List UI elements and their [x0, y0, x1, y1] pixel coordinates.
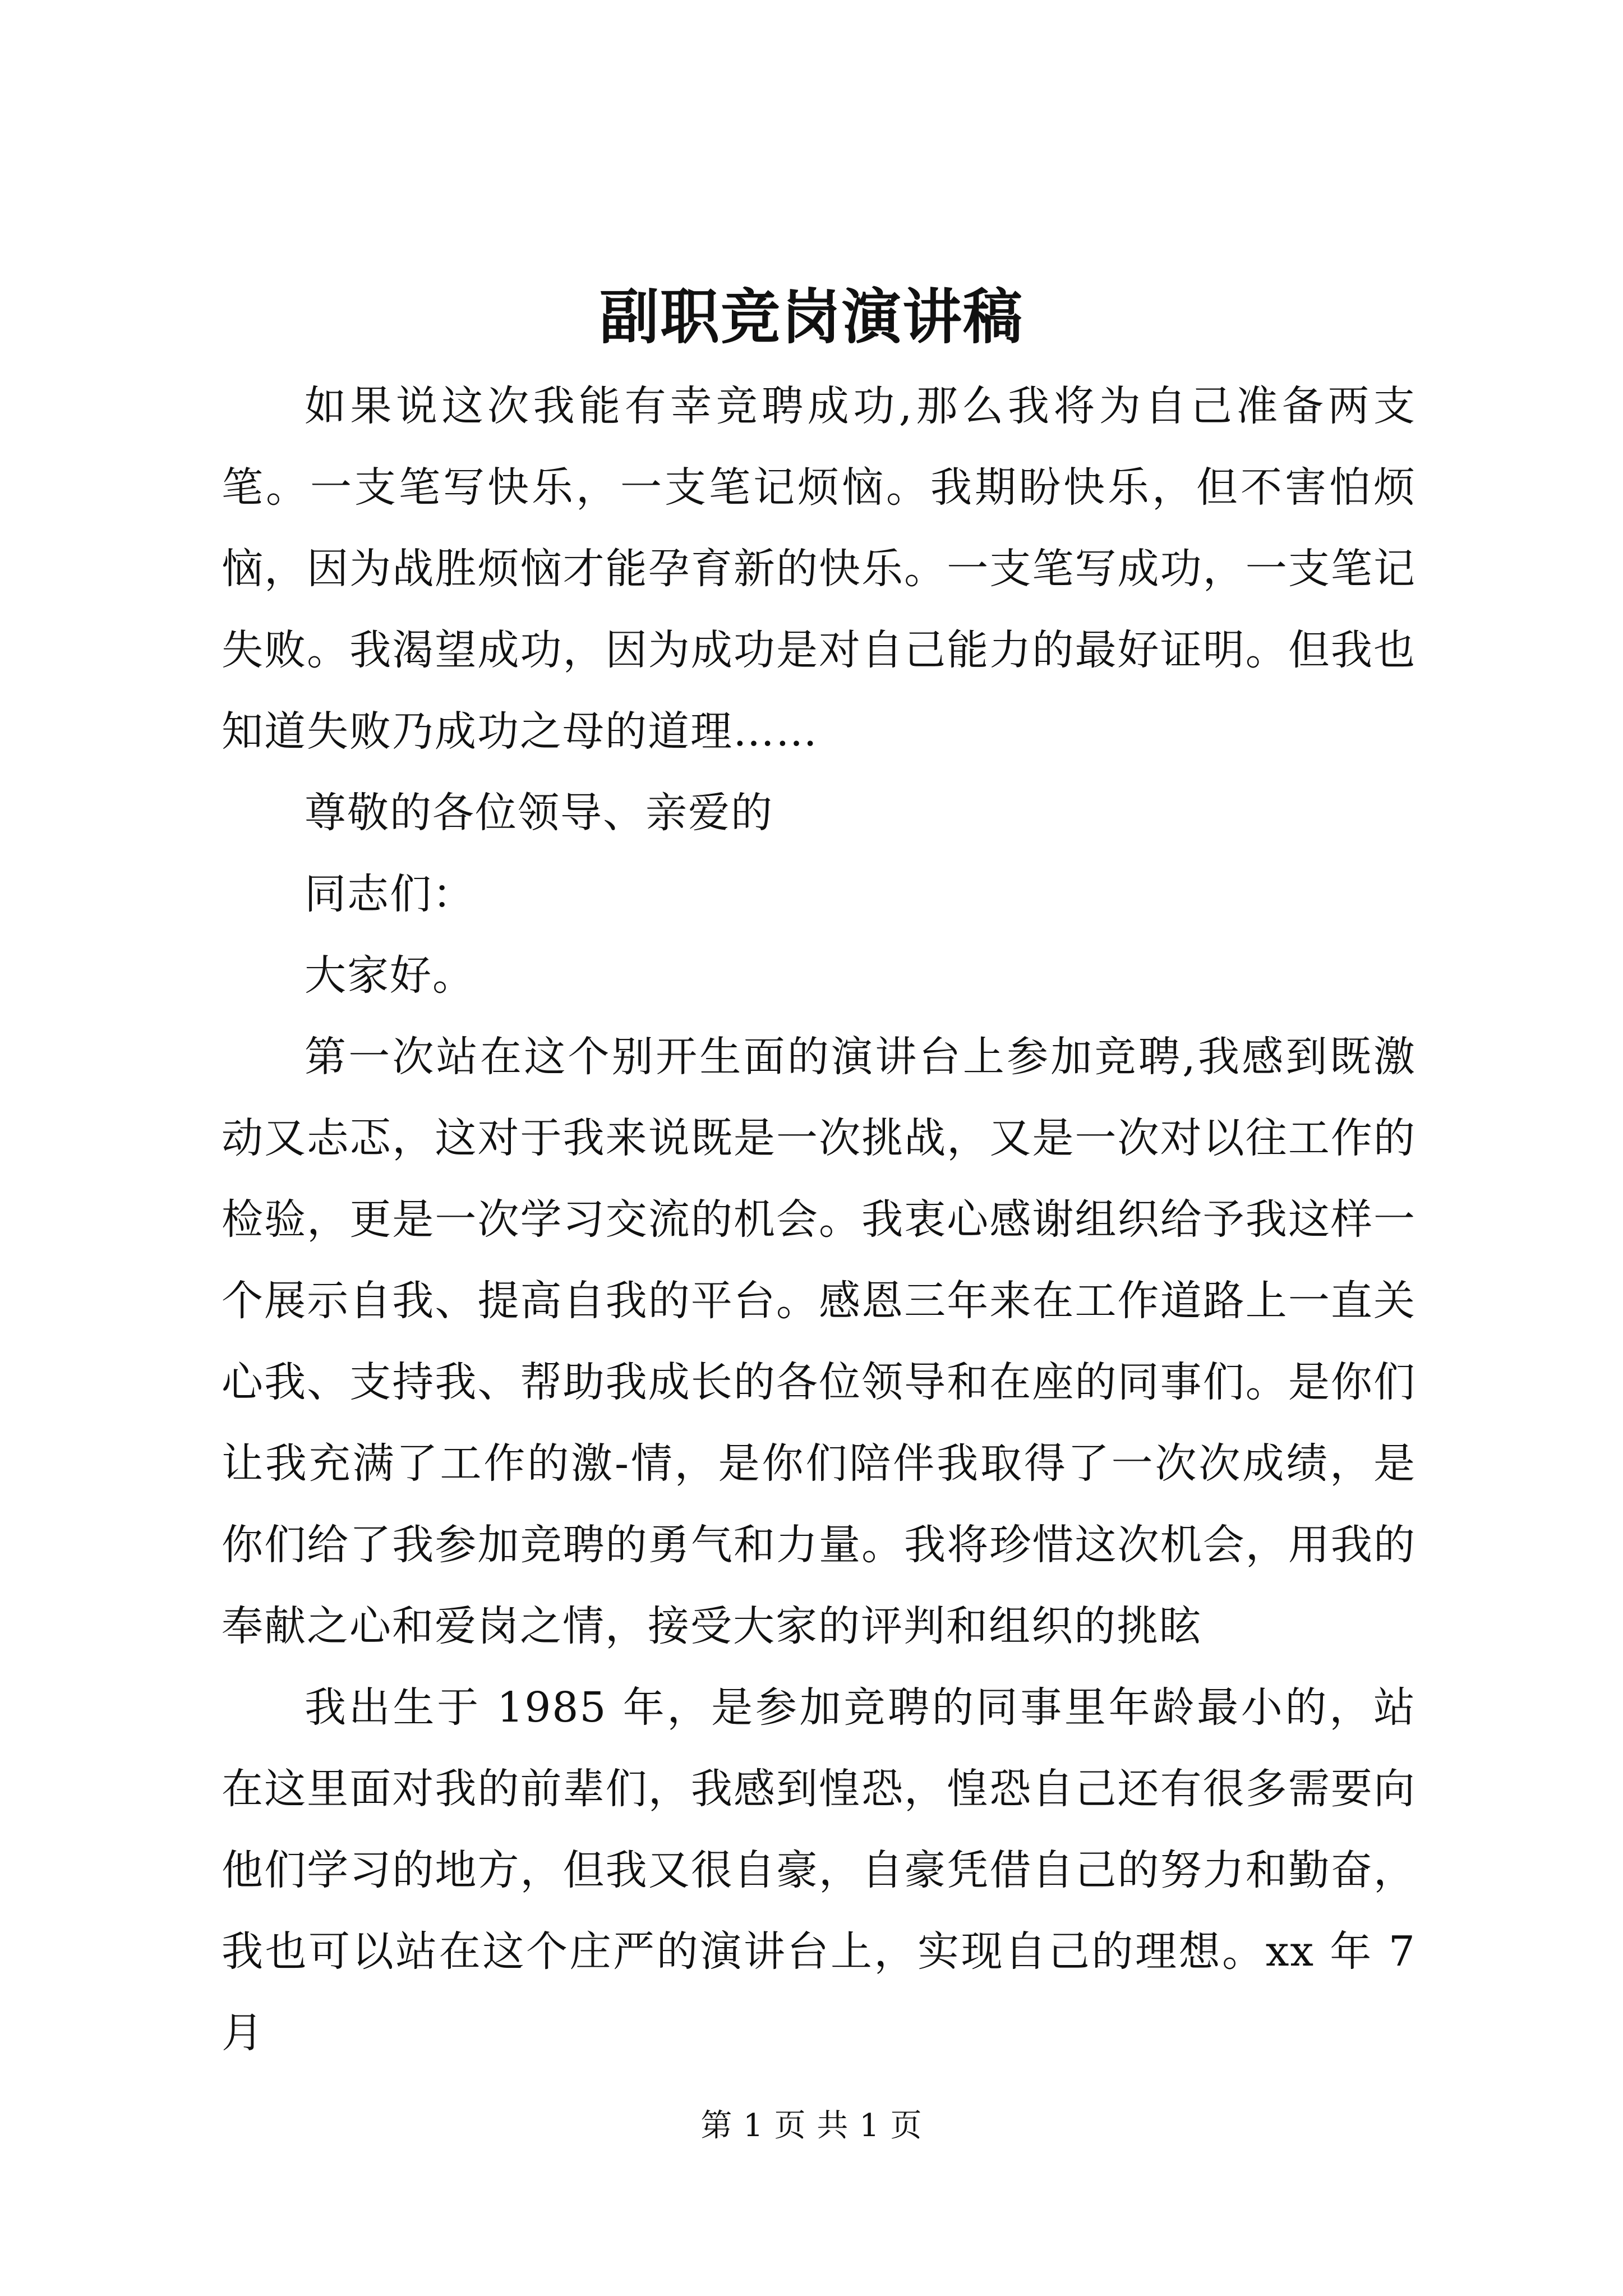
paragraph-intro: 如果说这次我能有幸竞聘成功,那么我将为自己准备两支笔。一支笔写快乐，一支笔记烦恼。我期盼快乐，但不害怕烦恼，因为战胜烦恼才能孕育新的快乐。一支笔写成功，一支笔记失败。我渴望成功，因为成功是对自己能力的最好证明。但我也知道失败乃成功之母的道理……: [222, 382, 1416, 756]
paragraph-salutation-continued: 同志们：: [305, 870, 475, 918]
document-title: 副职竞岗演讲稿: [600, 282, 1023, 352]
document-body: [222, 366, 1416, 2074]
page-footer: 第 1 页 共 1 页: [700, 2108, 923, 2144]
paragraph-body-1: 第一次站在这个别开生面的演讲台上参加竞聘,我感到既激动又忐忑，这对于我来说既是一次挑战，又是一次对以往工作的检验，更是一次学习交流的机会。我衷心感谢组织给予我这样一个展示自我、提高自我的平台。感恩三年来在工作道路上一直关心我、支持我、帮助我成长的各位领导和在座的同事们。是你们让我充满了工作的激-情，是你们陪伴我取得了一次次成绩，是你们给了我参加竞聘的勇气和力量。我将珍惜这次机会，用我的奉献之心和爱岗之情，接受大家的评判和组织的挑眩: [222, 1033, 1416, 1650]
paragraph-salutation: 尊敬的各位领导、亲爱的: [305, 789, 773, 837]
paragraph-greeting: 大家好。: [305, 951, 475, 1000]
paragraph-body-2: 我出生于 1985 年，是参加竞聘的同事里年龄最小的，站在这里面对我的前辈们，我感到惶恐，惶恐自己还有很多需要向他们学习的地方，但我又很自豪，自豪凭借自己的努力和勤奋，我也可以站在这个庄严的演讲台上，实现自己的理想。xx 年 7 月: [222, 1683, 1416, 2057]
